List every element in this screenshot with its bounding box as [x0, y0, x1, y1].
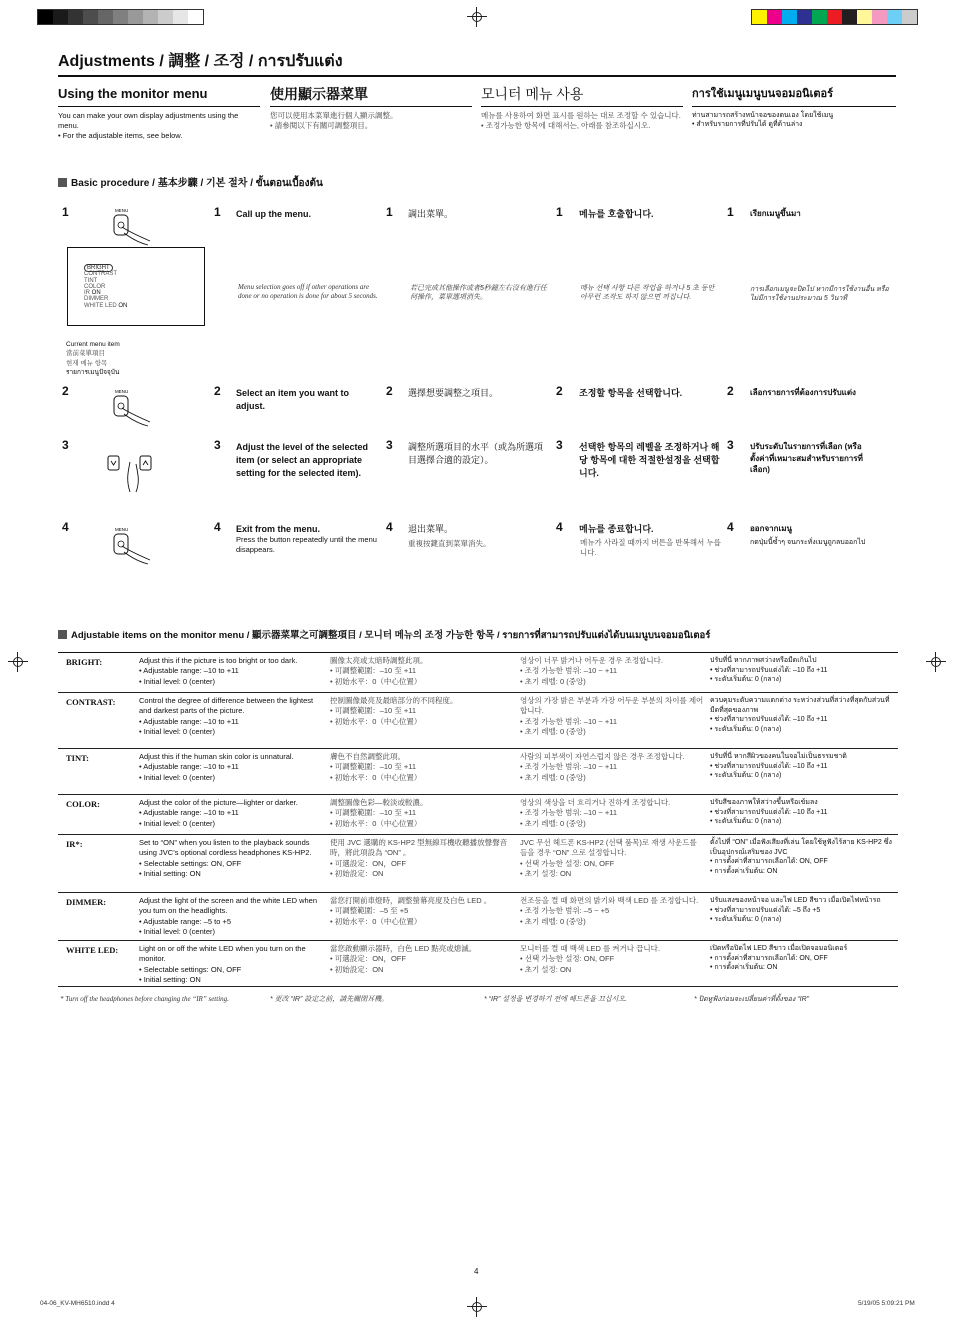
item-description-zh: 調整圖像色彩—較淡或較濃。 • 可調整範圍：–10 至 +11 • 初始水平：0（中心位置）: [330, 798, 510, 829]
step-number: 2: [556, 384, 563, 398]
table-row: [58, 749, 898, 795]
item-description-ko: 전조등을 켤 때 화면의 밝기와 백색 LED 를 조정합니다. • 조정 가능한 범위: –5 ~ +5 • 초기 레벨: 0 (중앙): [520, 896, 705, 927]
timestamp-slug: 5/19/05 5:09:21 PM: [858, 1300, 915, 1307]
item-description-ko: 영상이 너무 밝거나 어두운 경우 조정합니다. • 조정 가능한 범위: –10 ~ +11 • 초기 레벨: 0 (중앙): [520, 656, 705, 687]
footnote-en: * Turn off the headphones before changing the “IR” setting.: [60, 995, 229, 1003]
color-swatch: [902, 10, 917, 24]
item-description-zh: 膚色不自然調整此項。 • 可調整範圍：–10 至 +11 • 初始水平：0（中心位置）: [330, 752, 510, 783]
item-description-zh: 使用 JVC 選購的 KS-HP2 型無線耳機收聽播放聲聲音時，將此項設為 “ON” 。 • 可選設定：ON，OFF • 初始設定：ON: [330, 838, 510, 879]
column-rule: [270, 106, 472, 107]
square-bullet-icon: [58, 630, 67, 639]
step-note-ko: 메뉴 선택 사항 다른 작업을 하거나 5 초 동안 아무런 조작도 하지 않으면 꺼집니다.: [580, 285, 715, 302]
table-row: [58, 941, 898, 987]
step-number: 1: [214, 205, 221, 219]
step-text-th: เรียกเมนูขึ้นมา: [750, 209, 801, 218]
column-heading-th: การใช้เมนูเมนูบนจอมอนิเตอร์: [692, 88, 833, 100]
step-number: 2: [214, 384, 221, 398]
title-rule: [58, 75, 896, 77]
menu-item: COLOR: [84, 283, 106, 290]
up-down-buttons-hand-icon: [106, 452, 164, 494]
page-number: 4: [474, 1267, 479, 1276]
step-text-th: ปรับระดับในรายการที่เลือก (หรือตั้งค่าที่เหมาะสมสำหรับรายการที่เลือก): [750, 442, 863, 475]
item-setting: • ช่วงที่สามารถปรับแต่งได้: –10 ถึง +11: [710, 666, 898, 676]
color-swatch: [128, 10, 143, 24]
grayscale-registration-bar: [37, 9, 204, 25]
step-text-en: Adjust the level of the selected item (or select an appropriate setting for the selected item).: [236, 442, 369, 479]
step-subtext-en: Press the button repeatedly until the menu disappears.: [236, 535, 377, 554]
color-swatch: [812, 10, 827, 24]
color-swatch: [173, 10, 188, 24]
step-text-en: Call up the menu.: [236, 209, 312, 219]
item-description-ko: 모니터를 켤 때 백색 LED 를 켜거나 끕니다. • 선택 가능한 설정: ON, OFF • 초기 설정: ON: [520, 944, 705, 975]
menu-item: DIMMER: [84, 296, 109, 303]
item-setting: • 선택 가능한 설정: ON, OFF: [520, 859, 705, 869]
svg-text:MENU: MENU: [115, 527, 129, 532]
item-setting: • 조정 가능한 범위: –10 ~ +11: [520, 762, 705, 772]
table-row: [58, 653, 898, 693]
item-setting: • Initial level: 0 (center): [139, 773, 324, 783]
item-setting: • 초기 레벨: 0 (중앙): [520, 677, 705, 687]
item-setting: • ระดับเริ่มต้น: 0 (กลาง): [710, 675, 898, 685]
item-setting: • การตั้งค่าเริ่มต้น: ON: [710, 867, 898, 877]
item-setting: • 초기 레벨: 0 (중앙): [520, 917, 705, 927]
column-rule: [481, 106, 683, 107]
step-text-zh: 調整所選項目的水平（或為所選項目選擇合適的設定）。: [408, 442, 544, 466]
menu-item: TINT: [84, 277, 98, 284]
item-setting: • 初始設定：ON: [330, 869, 510, 879]
step-text-en: Exit from the menu.: [236, 524, 321, 534]
color-swatch: [782, 10, 797, 24]
table-row: [58, 693, 898, 749]
color-swatch: [188, 10, 203, 24]
step-text-ko: 메뉴를 종료합니다.: [579, 524, 654, 534]
item-setting: • 可調整範圍：–10 至 +11: [330, 666, 510, 676]
step-number: 1: [556, 205, 563, 219]
column-text-ko: 메뉴를 사용하여 화면 표시를 원하는 대로 조정할 수 있습니다. • 조정가능한 항목에 대해서는, 아래를 참조하십시오.: [481, 111, 681, 131]
registration-mark-icon: [470, 10, 484, 24]
item-description-th: ปรับแสงของหน้าจอ และไฟ LED สีขาว เมื่อเปิดไฟหน้ารถ • ช่วงที่สามารถปรับแต่งได้: –5 ถึง +5 • ระดับเริ่มต้น: 0 (กลาง): [710, 896, 898, 925]
item-description-th: ปรับสีของภาพให้สว่างขึ้นหรือเข้มลง • ช่วงที่สามารถปรับแต่งได้: –10 ถึง +11 • ระดับเริ่มต้น: 0 (กลาง): [710, 798, 898, 827]
registration-mark-icon: [929, 655, 943, 669]
item-setting: • ช่วงที่สามารถปรับแต่งได้: –5 ถึง +5: [710, 906, 898, 916]
item-setting: • 초기 레벨: 0 (중앙): [520, 819, 705, 829]
square-bullet-icon: [58, 178, 67, 187]
column-text-en: You can make your own display adjustments using the menu. • For the adjustable items, see below.: [58, 111, 258, 141]
column-text-zh: 您可以使用本菜單進行個人顯示調整。 • 請參閱以下有關可調整項目。: [270, 111, 470, 131]
item-setting: • Initial setting: ON: [139, 869, 324, 879]
item-setting: • Initial setting: ON: [139, 975, 324, 985]
step-text-ko: 조정할 항목을 선택합니다.: [579, 388, 683, 398]
item-setting: • 초기 설정: ON: [520, 869, 705, 879]
basic-procedure-heading: Basic procedure / 基本步驟 / 기본 절차 / ขั้นตอนเบื้องต้น: [58, 178, 323, 191]
step-number: 4: [727, 520, 734, 534]
color-swatch: [797, 10, 812, 24]
column-rule: [58, 106, 260, 107]
color-swatch: [53, 10, 68, 24]
step-number: 4: [556, 520, 563, 534]
color-swatch: [158, 10, 173, 24]
column-heading-en: Using the monitor menu: [58, 86, 208, 101]
item-label: CONTRAST:: [66, 697, 116, 707]
item-setting: • ระดับเริ่มต้น: 0 (กลาง): [710, 817, 898, 827]
step-text-zh: 選擇想要調整之項目。: [408, 388, 499, 398]
column-rule: [692, 106, 896, 107]
item-setting: • ช่วงที่สามารถปรับแต่งได้: –10 ถึง +11: [710, 762, 898, 772]
item-setting: • 初始水平：0（中心位置）: [330, 917, 510, 927]
step-number: 3: [386, 438, 393, 452]
item-description-en: Adjust the light of the screen and the white LED when you turn on the headlights. • Adjustable range: –5 to +5 • Initial level: 0 (center): [139, 896, 324, 937]
page-title: Adjustments / 調整 / 조정 / การปรับแต่ง: [58, 53, 343, 70]
menu-item: WHITE LED ON: [84, 302, 128, 309]
step-note-en: Menu selection goes off if other operations are done or no operation is done for about 5 seconds.: [238, 283, 378, 301]
item-description-en: Adjust the color of the picture—lighter or darker. • Adjustable range: –10 to +11 • Initial level: 0 (center): [139, 798, 324, 829]
step-number: 4: [214, 520, 221, 534]
item-label: WHITE LED:: [66, 945, 119, 955]
item-description-zh: 控制圖像最亮及最暗部分的不同程度。 • 可調整範圍：–10 至 +11 • 初始水平：0（中心位置）: [330, 696, 510, 727]
step-subtext-zh: 重複按鍵直到菜單消失。: [408, 539, 491, 548]
item-setting: • Initial level: 0 (center): [139, 677, 324, 687]
step-subtext-th: กดปุ่มนี้ซ้ำๆ จนกระทั่งเมนูถูกลบออกไป: [750, 539, 866, 546]
menu-item-list: [84, 265, 127, 309]
step-text-ko: 선택한 항목의 레벨을 조정하거나 해당 항목에 대한 적절한설정을 선택합니다.: [579, 442, 720, 479]
item-setting: • Adjustable range: –10 to +11: [139, 666, 324, 676]
step-text-th: เลือกรายการที่ต้องการปรับแต่ง: [750, 388, 856, 397]
color-swatch: [842, 10, 857, 24]
item-setting: • 初始設定：ON: [330, 965, 510, 975]
item-label: TINT:: [66, 753, 89, 763]
item-setting: • 初始水平：0（中心位置）: [330, 677, 510, 687]
item-setting: • 初始水平：0（中心位置）: [330, 717, 510, 727]
step-number: 1: [386, 205, 393, 219]
item-setting: • Initial level: 0 (center): [139, 727, 324, 737]
color-swatch: [98, 10, 113, 24]
menu-item: CONTRAST: [84, 271, 117, 278]
item-setting: • Selectable settings: ON, OFF: [139, 859, 324, 869]
item-setting: • Initial level: 0 (center): [139, 819, 324, 829]
svg-text:MENU: MENU: [115, 389, 129, 394]
step-text-th: ออกจากเมนู: [750, 524, 792, 533]
step-subtext-ko: 메뉴가 사라질 때까지 버튼을 반복해서 누릅니다.: [580, 538, 721, 557]
color-swatch: [113, 10, 128, 24]
file-slug: 04-06_KV-MH6510.indd 4: [40, 1300, 115, 1307]
table-row: [58, 835, 898, 893]
item-setting: • 선택 가능한 설정: ON, OFF: [520, 954, 705, 964]
footnote-ko: * “IR” 설정을 변경하기 전에 헤드폰을 끄십시오.: [484, 996, 627, 1003]
step-number: 3: [727, 438, 734, 452]
item-description-en: Control the degree of difference between the lightest and darkest parts of the picture. • Adjustable range: –10 to +11 • Initial level: 0 (center): [139, 696, 324, 737]
item-setting: • 可調整範圍：–10 至 +11: [330, 762, 510, 772]
step-text-zh: 退出菜單。: [408, 524, 454, 534]
item-setting: • 초기 레벨: 0 (중앙): [520, 727, 705, 737]
item-setting: • Adjustable range: –10 to +11: [139, 808, 324, 818]
step-number: 3: [214, 438, 221, 452]
item-setting: • 조정 가능한 범위: –10 ~ +11: [520, 717, 705, 727]
item-setting: • ระดับเริ่มต้น: 0 (กลาง): [710, 915, 898, 925]
item-label: IR*:: [66, 839, 83, 849]
menu-item-selected: BRIGHT: [84, 264, 113, 272]
column-text-th: ท่านสามารถสร้างหน้าจอของตนเอง โดยใช้เมนู • สำหรับรายการที่ปรับได้ ดูที่ด้านล่าง: [692, 111, 896, 130]
item-description-zh: 當您打開前車燈時，調整螢幕亮度及白色 LED 。 • 可調整範圍：–5 至 +5 • 初始水平：0（中心位置）: [330, 896, 510, 927]
item-description-th: ตั้งไปที่ “ON” เมื่อฟังเสียงที่เล่น โดยใช้หูฟังไร้สาย KS-HP2 ซึ่งเป็นอุปกรณ์เสริมของ JVC • การตั้งค่าที่สามารถเลือกได้: ON, OFF • การตั้งค่าเริ่มต้น: ON: [710, 838, 898, 877]
column-heading-zh: 使用顯示器菜單: [270, 86, 368, 102]
table-row: [58, 893, 898, 941]
step-note-zh: 若已完成其他操作或者5秒鐘左右沒有進行任何操作，菜單選項消失。: [410, 285, 547, 302]
menu-button-hand-icon: [110, 205, 160, 247]
color-swatch: [68, 10, 83, 24]
item-setting: • 초기 레벨: 0 (중앙): [520, 773, 705, 783]
item-setting: • Adjustable range: –5 to +5: [139, 917, 324, 927]
item-setting: • Initial level: 0 (center): [139, 927, 324, 937]
item-setting: • 조정 가능한 범위: –10 ~ +11: [520, 808, 705, 818]
item-setting: • 初始水平：0（中心位置）: [330, 819, 510, 829]
item-setting: • 초기 설정: ON: [520, 965, 705, 975]
color-swatch: [752, 10, 767, 24]
item-setting: • 조정 가능한 범위: –5 ~ +5: [520, 906, 705, 916]
item-setting: • ระดับเริ่มต้น: 0 (กลาง): [710, 771, 898, 781]
step-number: 4: [62, 520, 69, 534]
step-number: 2: [727, 384, 734, 398]
color-registration-bar: [751, 9, 918, 25]
color-swatch: [767, 10, 782, 24]
current-menu-item-caption: Current menu item 當前菜單項目 현재 메뉴 항목 รายการเมนูปัจจุบัน: [66, 341, 120, 377]
item-setting: • การตั้งค่าที่สามารถเลือกได้: ON, OFF: [710, 857, 898, 867]
item-setting: • ช่วงที่สามารถปรับแต่งได้: –10 ถึง +11: [710, 715, 898, 725]
step-number: 2: [386, 384, 393, 398]
color-swatch: [827, 10, 842, 24]
item-setting: • 可調整範圍：–5 至 +5: [330, 906, 510, 916]
color-swatch: [38, 10, 53, 24]
item-label: BRIGHT:: [66, 657, 103, 667]
item-setting: • 初始水平：0（中心位置）: [330, 773, 510, 783]
color-swatch: [857, 10, 872, 24]
footnote-zh: * 更改 “IR” 設定之前，請先關閉耳機。: [270, 996, 389, 1003]
item-description-ko: 영상의 가장 밝은 부분과 가장 어두운 부분의 차이를 제어합니다. • 조정 가능한 범위: –10 ~ +11 • 초기 레벨: 0 (중앙): [520, 696, 705, 737]
item-setting: • 可調整範圍：–10 至 +11: [330, 706, 510, 716]
item-description-th: ปรับที่นี่ หากสีผิวของคนในจอไม่เป็นธรรมชาติ • ช่วงที่สามารถปรับแต่งได้: –10 ถึง +11 • ระดับเริ่มต้น: 0 (กลาง): [710, 752, 898, 781]
item-setting: • Adjustable range: –10 to +11: [139, 762, 324, 772]
color-swatch: [83, 10, 98, 24]
item-description-zh: 當您啟動顯示器時，白色 LED 點亮或熄滅。 • 可選設定：ON，OFF • 初始設定：ON: [330, 944, 510, 975]
menu-button-hand-icon: [110, 386, 160, 428]
item-description-th: ปรับที่นี่ หากภาพสว่างหรือมืดเกินไป • ช่วงที่สามารถปรับแต่งได้: –10 ถึง +11 • ระดับเริ่มต้น: 0 (กลาง): [710, 656, 898, 685]
color-swatch: [872, 10, 887, 24]
item-description-ko: JVC 무선 헤드폰 KS-HP2 (선택 품목)로 재생 사운드를 들을 경우 “ON” 으로 설정합니다. • 선택 가능한 설정: ON, OFF • 초기 설정: ON: [520, 838, 705, 879]
registration-mark-icon: [470, 1300, 484, 1314]
item-setting: • 可調整範圍：–10 至 +11: [330, 808, 510, 818]
item-setting: • 可選設定：ON，OFF: [330, 954, 510, 964]
item-description-en: Light on or off the white LED when you turn on the monitor. • Selectable settings: ON, OFF • Initial setting: ON: [139, 944, 324, 985]
adjustable-items-heading: Adjustable items on the monitor menu / 顯示器菜單之可調整項目 / 모니터 메뉴의 조정 가능한 항목 / รายการที่สามารถปรับแต่งได้บนเมนูบนจอมอนิเตอร์: [58, 630, 710, 642]
item-setting: • Selectable settings: ON, OFF: [139, 965, 324, 975]
item-setting: • การตั้งค่าที่สามารถเลือกได้: ON, OFF: [710, 954, 898, 964]
registration-mark-icon: [11, 655, 25, 669]
step-text-ko: 메뉴를 호출합니다.: [579, 209, 654, 219]
item-label: DIMMER:: [66, 897, 107, 907]
menu-item: IR ON: [84, 290, 101, 297]
item-description-th: เปิดหรือปิดไฟ LED สีขาว เมื่อเปิดจอมอนิเตอร์ • การตั้งค่าที่สามารถเลือกได้: ON, OFF • การตั้งค่าเริ่มต้น: ON: [710, 944, 898, 973]
step-text-zh: 調出菜單。: [408, 209, 454, 219]
step-number: 4: [386, 520, 393, 534]
table-row: [58, 795, 898, 835]
step-number: 1: [727, 205, 734, 219]
adjustable-items-table: [58, 652, 898, 987]
item-setting: • ช่วงที่สามารถปรับแต่งได้: –10 ถึง +11: [710, 808, 898, 818]
step-number: 2: [62, 384, 69, 398]
item-setting: • 可選設定：ON，OFF: [330, 859, 510, 869]
color-swatch: [887, 10, 902, 24]
item-description-th: ควบคุมระดับความแตกต่าง ระหว่างส่วนที่สว่างที่สุดกับส่วนที่มืดที่สุดของภาพ • ช่วงที่สามารถปรับแต่งได้: –10 ถึง +11 • ระดับเริ่มต้น: 0 (กลาง): [710, 696, 898, 735]
step-number: 3: [62, 438, 69, 452]
color-swatch: [143, 10, 158, 24]
item-setting: • ระดับเริ่มต้น: 0 (กลาง): [710, 725, 898, 735]
item-description-ko: 영상의 색상을 더 흐리거나 진하게 조정합니다. • 조정 가능한 범위: –10 ~ +11 • 초기 레벨: 0 (중앙): [520, 798, 705, 829]
menu-button-hand-icon: [110, 524, 160, 566]
step-note-th: การเลือกเมนูจะปิดไป หากมีการใช้งานอื่น หรือไม่มีการใช้งานประมาณ 5 วินาที: [750, 286, 889, 303]
item-description-en: Adjust this if the picture is too bright or too dark. • Adjustable range: –10 to +11 • Initial level: 0 (center): [139, 656, 324, 687]
item-setting: • 조정 가능한 범위: –10 ~ +11: [520, 666, 705, 676]
item-label: COLOR:: [66, 799, 100, 809]
item-setting: • Adjustable range: –10 to +11: [139, 717, 324, 727]
column-heading-ko: 모니터 메뉴 사용: [481, 86, 584, 102]
svg-text:MENU: MENU: [115, 208, 129, 213]
step-number: 3: [556, 438, 563, 452]
item-description-en: Set to “ON” when you listen to the playback sounds using JVC’s optional cordless headphones KS-HP2. • Selectable settings: ON, OFF • Initial setting: ON: [139, 838, 324, 879]
item-description-en: Adjust this if the human skin color is unnatural. • Adjustable range: –10 to +11 • Initial level: 0 (center): [139, 752, 324, 783]
item-description-zh: 圖像太亮或太暗時調整此項。 • 可調整範圍：–10 至 +11 • 初始水平：0（中心位置）: [330, 656, 510, 687]
step-text-en: Select an item you want to adjust.: [236, 388, 350, 412]
item-description-ko: 사람의 피부색이 자연스럽지 않은 경우 조정합니다. • 조정 가능한 범위: –10 ~ +11 • 초기 레벨: 0 (중앙): [520, 752, 705, 783]
item-setting: • การตั้งค่าเริ่มต้น: ON: [710, 963, 898, 973]
step-number: 1: [62, 205, 69, 219]
footnote-th: * ปิดหูฟังก่อนจะเปลี่ยนค่าที่ตั้งของ “IR”: [694, 996, 809, 1003]
